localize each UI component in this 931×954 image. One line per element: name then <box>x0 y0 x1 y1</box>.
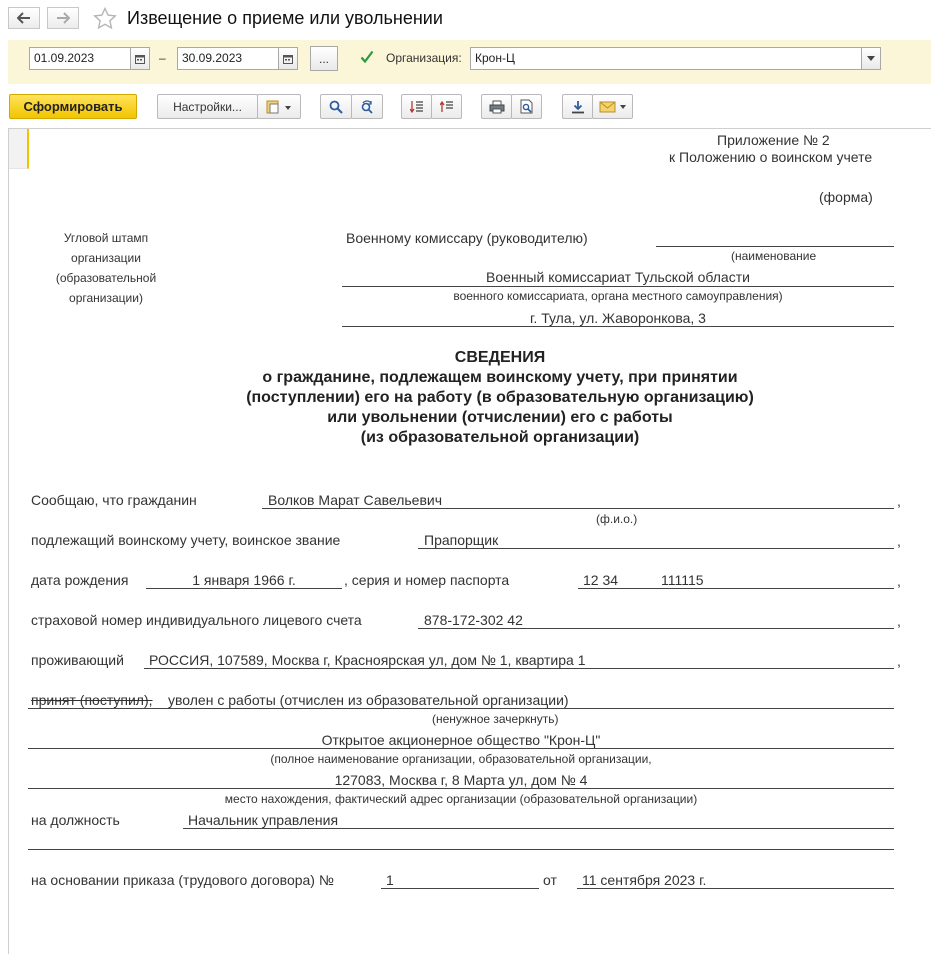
passport-series: 12 34 <box>583 572 619 588</box>
calendar-icon <box>135 54 145 64</box>
fio-caption: (ф.и.о.) <box>596 512 638 526</box>
residence-value: РОССИЯ, 107589, Москва г, Красноярская ул, дом № 1, квартира 1 <box>149 652 586 668</box>
order-number-underline <box>381 888 539 889</box>
stamp-line3: (образовательной <box>55 271 157 285</box>
comma-2: , <box>897 533 901 549</box>
date-from-input[interactable]: 01.09.2023 <box>29 47 131 70</box>
citizen-underline <box>262 508 894 509</box>
arrow-left-icon <box>17 12 31 24</box>
commissariat-address: г. Тула, ул. Жаворонкова, 3 <box>530 310 706 326</box>
document-frame-top <box>8 128 931 129</box>
comma-4: , <box>897 613 901 629</box>
position-value: Начальник управления <box>188 812 339 828</box>
organization-full-name: Открытое акционерное общество "Крон-Ц" <box>321 732 601 748</box>
print-preview-icon <box>520 99 534 114</box>
expand-groups-button[interactable] <box>401 94 432 119</box>
collapse-groups-button[interactable] <box>431 94 462 119</box>
star-icon <box>93 7 117 30</box>
envelope-icon <box>599 101 627 113</box>
dismissed-text: уволен с работы (отчислен из образовательной организации) <box>168 692 569 708</box>
date-range-dash: – <box>159 51 166 65</box>
birth-date: 1 января 1966 г. <box>192 572 296 588</box>
search-next-icon <box>360 100 374 114</box>
address-caption: место нахождения, фактический адрес организации (образовательной организации) <box>224 792 698 806</box>
addressee-underline <box>656 246 894 247</box>
position-underline <box>183 828 894 829</box>
find-button[interactable] <box>320 94 352 119</box>
commissariat-name: Военный комиссариат Тульской области <box>486 269 750 285</box>
form-label: (форма) <box>819 189 873 205</box>
window-title: Извещение о приеме или увольнении <box>127 8 443 28</box>
residence-label: проживающий <box>31 652 124 668</box>
stamp-line1: Угловой штамп <box>63 231 149 245</box>
organization-checkbox[interactable] <box>360 50 374 64</box>
strike-caption: (ненужное зачеркнуть) <box>432 712 559 726</box>
period-select-button[interactable]: ... <box>310 46 338 71</box>
organization-label: Организация: <box>386 51 462 65</box>
back-button[interactable] <box>8 7 40 29</box>
comma-5: , <box>897 653 901 669</box>
organization-dropdown-button[interactable] <box>861 47 881 70</box>
comma-3: , <box>897 573 901 589</box>
date-to-input[interactable]: 30.09.2023 <box>177 47 279 70</box>
collapse-rows-icon <box>440 100 454 114</box>
commissariat-underline <box>342 286 894 287</box>
expand-rows-icon <box>410 100 424 114</box>
date-to-calendar-button[interactable] <box>278 47 298 70</box>
generate-button[interactable]: Сформировать <box>9 94 137 119</box>
passport-underline <box>578 588 894 589</box>
save-button[interactable] <box>562 94 593 119</box>
heading-line3: (поступлении) его на работу (в образовательную организацию) <box>246 389 754 406</box>
checkmark-icon <box>360 50 374 64</box>
organization-address-underline <box>28 788 894 789</box>
stamp-line4: организации) <box>69 291 143 305</box>
order-date: 11 сентября 2023 г. <box>582 872 707 888</box>
snils-label: страховой номер индивидуального лицевого счета <box>31 612 362 628</box>
print-button[interactable] <box>481 94 512 119</box>
rank-underline <box>418 548 894 549</box>
citizen-label: Сообщаю, что гражданин <box>31 492 197 508</box>
citizen-name: Волков Марат Савельевич <box>268 492 443 508</box>
commissariat-caption: военного комиссариата, органа местного самоуправления) <box>453 289 783 303</box>
heading-line1: СВЕДЕНИЯ <box>454 349 546 366</box>
date-from-calendar-button[interactable] <box>130 47 150 70</box>
stamp-line2: организации <box>71 251 141 265</box>
comma-1: , <box>897 493 901 509</box>
passport-number: 111115 <box>661 572 704 588</box>
appendix-line2: к Положению о воинском учете <box>669 149 873 165</box>
settings-button[interactable]: Настройки... <box>157 94 258 119</box>
print-preview-button[interactable] <box>511 94 542 119</box>
addressee-label: Военному комиссару (руководителю) <box>346 230 588 246</box>
order-number: 1 <box>386 872 394 888</box>
order-label: на основании приказа (трудового договора) № <box>31 872 334 888</box>
snils-underline <box>418 628 894 629</box>
rank-value: Прапорщик <box>424 532 499 548</box>
download-icon <box>571 100 585 114</box>
position-label: на должность <box>31 812 120 828</box>
organization-input[interactable]: Крон-Ц <box>470 47 862 70</box>
favorite-star-button[interactable] <box>93 7 117 35</box>
report-variant-icon <box>265 99 293 115</box>
calendar-icon <box>283 54 293 64</box>
organization-underline <box>28 748 894 749</box>
birth-label: дата рождения <box>31 572 129 588</box>
hired-underline <box>28 708 894 709</box>
commissariat-address-underline <box>342 326 894 327</box>
position-extra-underline <box>28 849 894 850</box>
printer-icon <box>489 100 505 114</box>
birth-underline <box>146 588 342 589</box>
heading-line4: или увольнении (отчислении) его с работы <box>327 409 673 426</box>
chevron-down-icon <box>867 56 875 61</box>
send-email-button[interactable] <box>592 94 633 119</box>
hired-struck-text: принят (поступил), <box>31 692 153 708</box>
snils-value: 878-172-302 42 <box>424 612 523 628</box>
heading-line5: (из образовательной организации) <box>360 429 640 446</box>
heading-line2: о гражданине, подлежащем воинскому учету, при принятии <box>262 369 738 386</box>
appendix-line1: Приложение № 2 <box>717 132 830 148</box>
organization-caption: (полное наименование организации, образовательной организации, <box>270 752 652 766</box>
organization-address: 127083, Москва г, 8 Марта ул, дом № 4 <box>334 772 588 788</box>
forward-button[interactable] <box>47 7 79 29</box>
order-from-label: от <box>543 872 557 888</box>
rank-label: подлежащий воинскому учету, воинское звание <box>31 532 341 548</box>
search-icon <box>329 100 343 114</box>
name-caption: (наименование <box>731 249 817 263</box>
residence-underline <box>144 668 894 669</box>
document-frame-left <box>8 128 9 954</box>
row-header-cell[interactable] <box>9 129 29 169</box>
order-date-underline <box>577 888 894 889</box>
passport-label: , серия и номер паспорта <box>344 572 510 588</box>
arrow-right-icon <box>56 12 70 24</box>
find-next-button[interactable] <box>351 94 383 119</box>
variants-button[interactable] <box>257 94 301 119</box>
